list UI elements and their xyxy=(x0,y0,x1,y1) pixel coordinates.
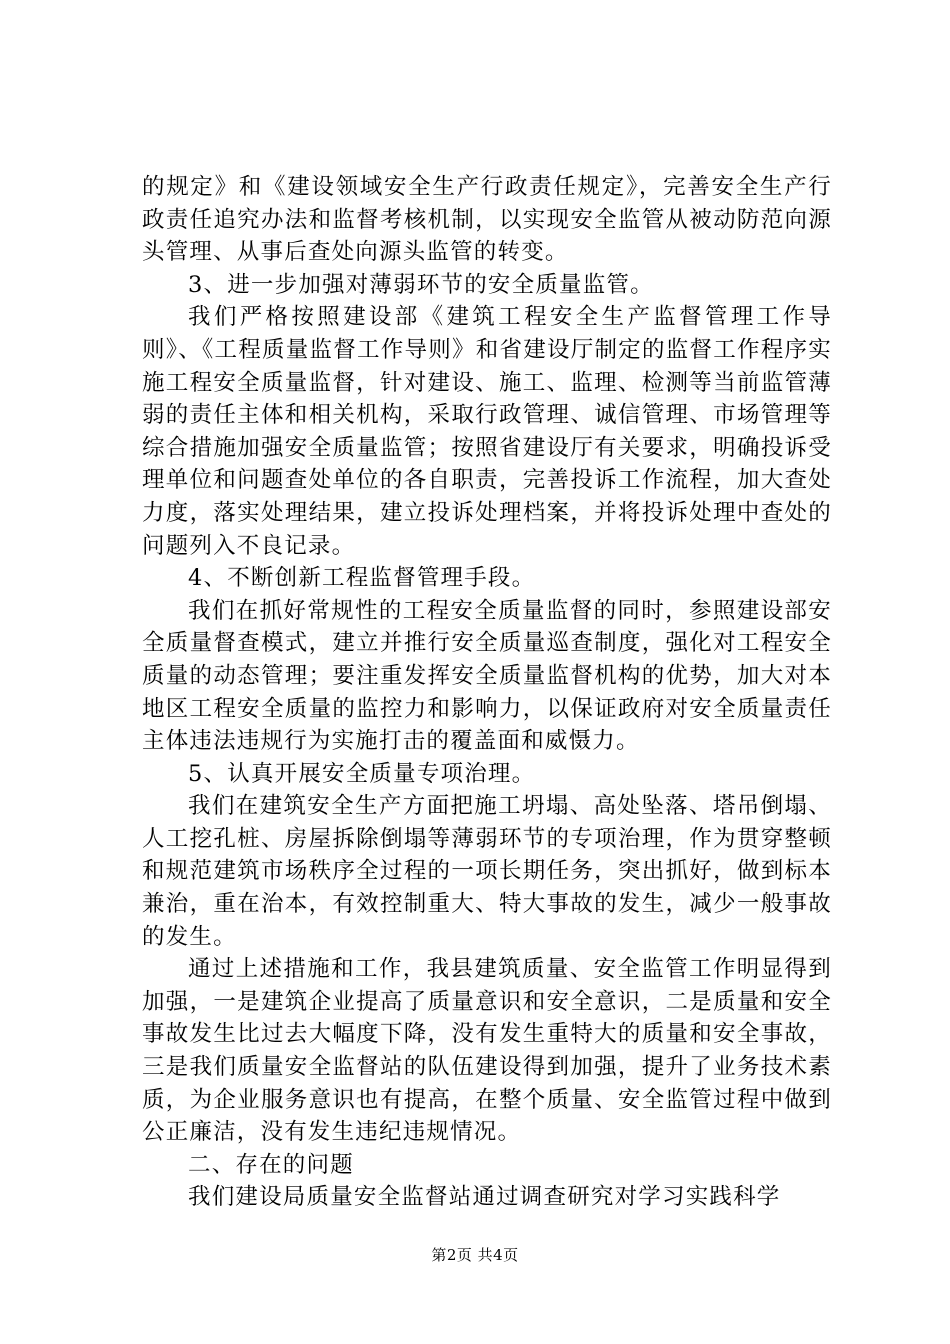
paragraph: 我们建设局质量安全监督站通过调查研究对学习实践科学 xyxy=(188,1184,781,1211)
paragraph-continuation: 的规定》和《建设领域安全生产行政责任规定》，完善安全生产行政责任追究办法和监督考核机制，以实现安全监管从被动防范向源头管理、从事后查处向源头监管的转变。 xyxy=(142,174,832,266)
page-number-footer: 第2页 共4页 xyxy=(431,1246,519,1264)
section-heading-5: 5、认真开展安全质量专项治理。 xyxy=(188,760,536,787)
section-heading-3: 3、进一步加强对薄弱环节的安全质量监管。 xyxy=(188,271,654,298)
document-body xyxy=(142,171,832,1214)
paragraph: 我们在抓好常规性的工程安全质量监督的同时，参照建设部安全质量督查模式，建立并推行安全质量巡查制度，强化对工程安全质量的动态管理；要注重发挥安全质量监督机构的优势，加大对本地区工程安全质量的监控力和影响力，以保证政府对安全质量责任主体违法违规行为实施打击的覆盖面和威慑力。 xyxy=(142,597,832,755)
section-heading-4: 4、不断创新工程监督管理手段。 xyxy=(188,565,536,592)
paragraph: 我们在建筑安全生产方面把施工坍塌、高处坠落、塔吊倒塌、人工挖孔桩、房屋拆除倒塌等薄弱环节的专项治理，作为贯穿整顿和规范建筑市场秩序全过程的一项长期任务，突出抓好，做到标本兼治，重在治本，有效控制重大、特大事故的发生，减少一般事故的发生。 xyxy=(142,793,832,950)
section-heading-problems: 二、存在的问题 xyxy=(188,1151,354,1178)
paragraph: 我们严格按照建设部《建筑工程安全生产监督管理工作导则》、《工程质量监督工作导则》和省建设厅制定的监督工作程序实施工程安全质量监督，针对建设、施工、监理、检测等当前监管薄弱的责任主体和相关机构，采取行政管理、诚信管理、市场管理等综合措施加强安全质量监管；按照省建设厅有关要求，明确投诉受理单位和问题查处单位的各自职责，完善投诉工作流程，加大查处力度，落实处理结果，建立投诉处理档案，并将投诉处理中查处的问题列入不良记录。 xyxy=(142,304,832,559)
paragraph: 通过上述措施和工作，我县建筑质量、安全监管工作明显得到加强，一是建筑企业提高了质量意识和安全意识，二是质量和安全事故发生比过去大幅度下降，没有发生重特大的质量和安全事故，三是我们质量安全监督站的队伍建设得到加强，提升了业务技术素质，为企业服务意识也有提高，在整个质量、安全监管过程中做到公正廉洁，没有发生违纪违规情况。 xyxy=(142,956,832,1146)
